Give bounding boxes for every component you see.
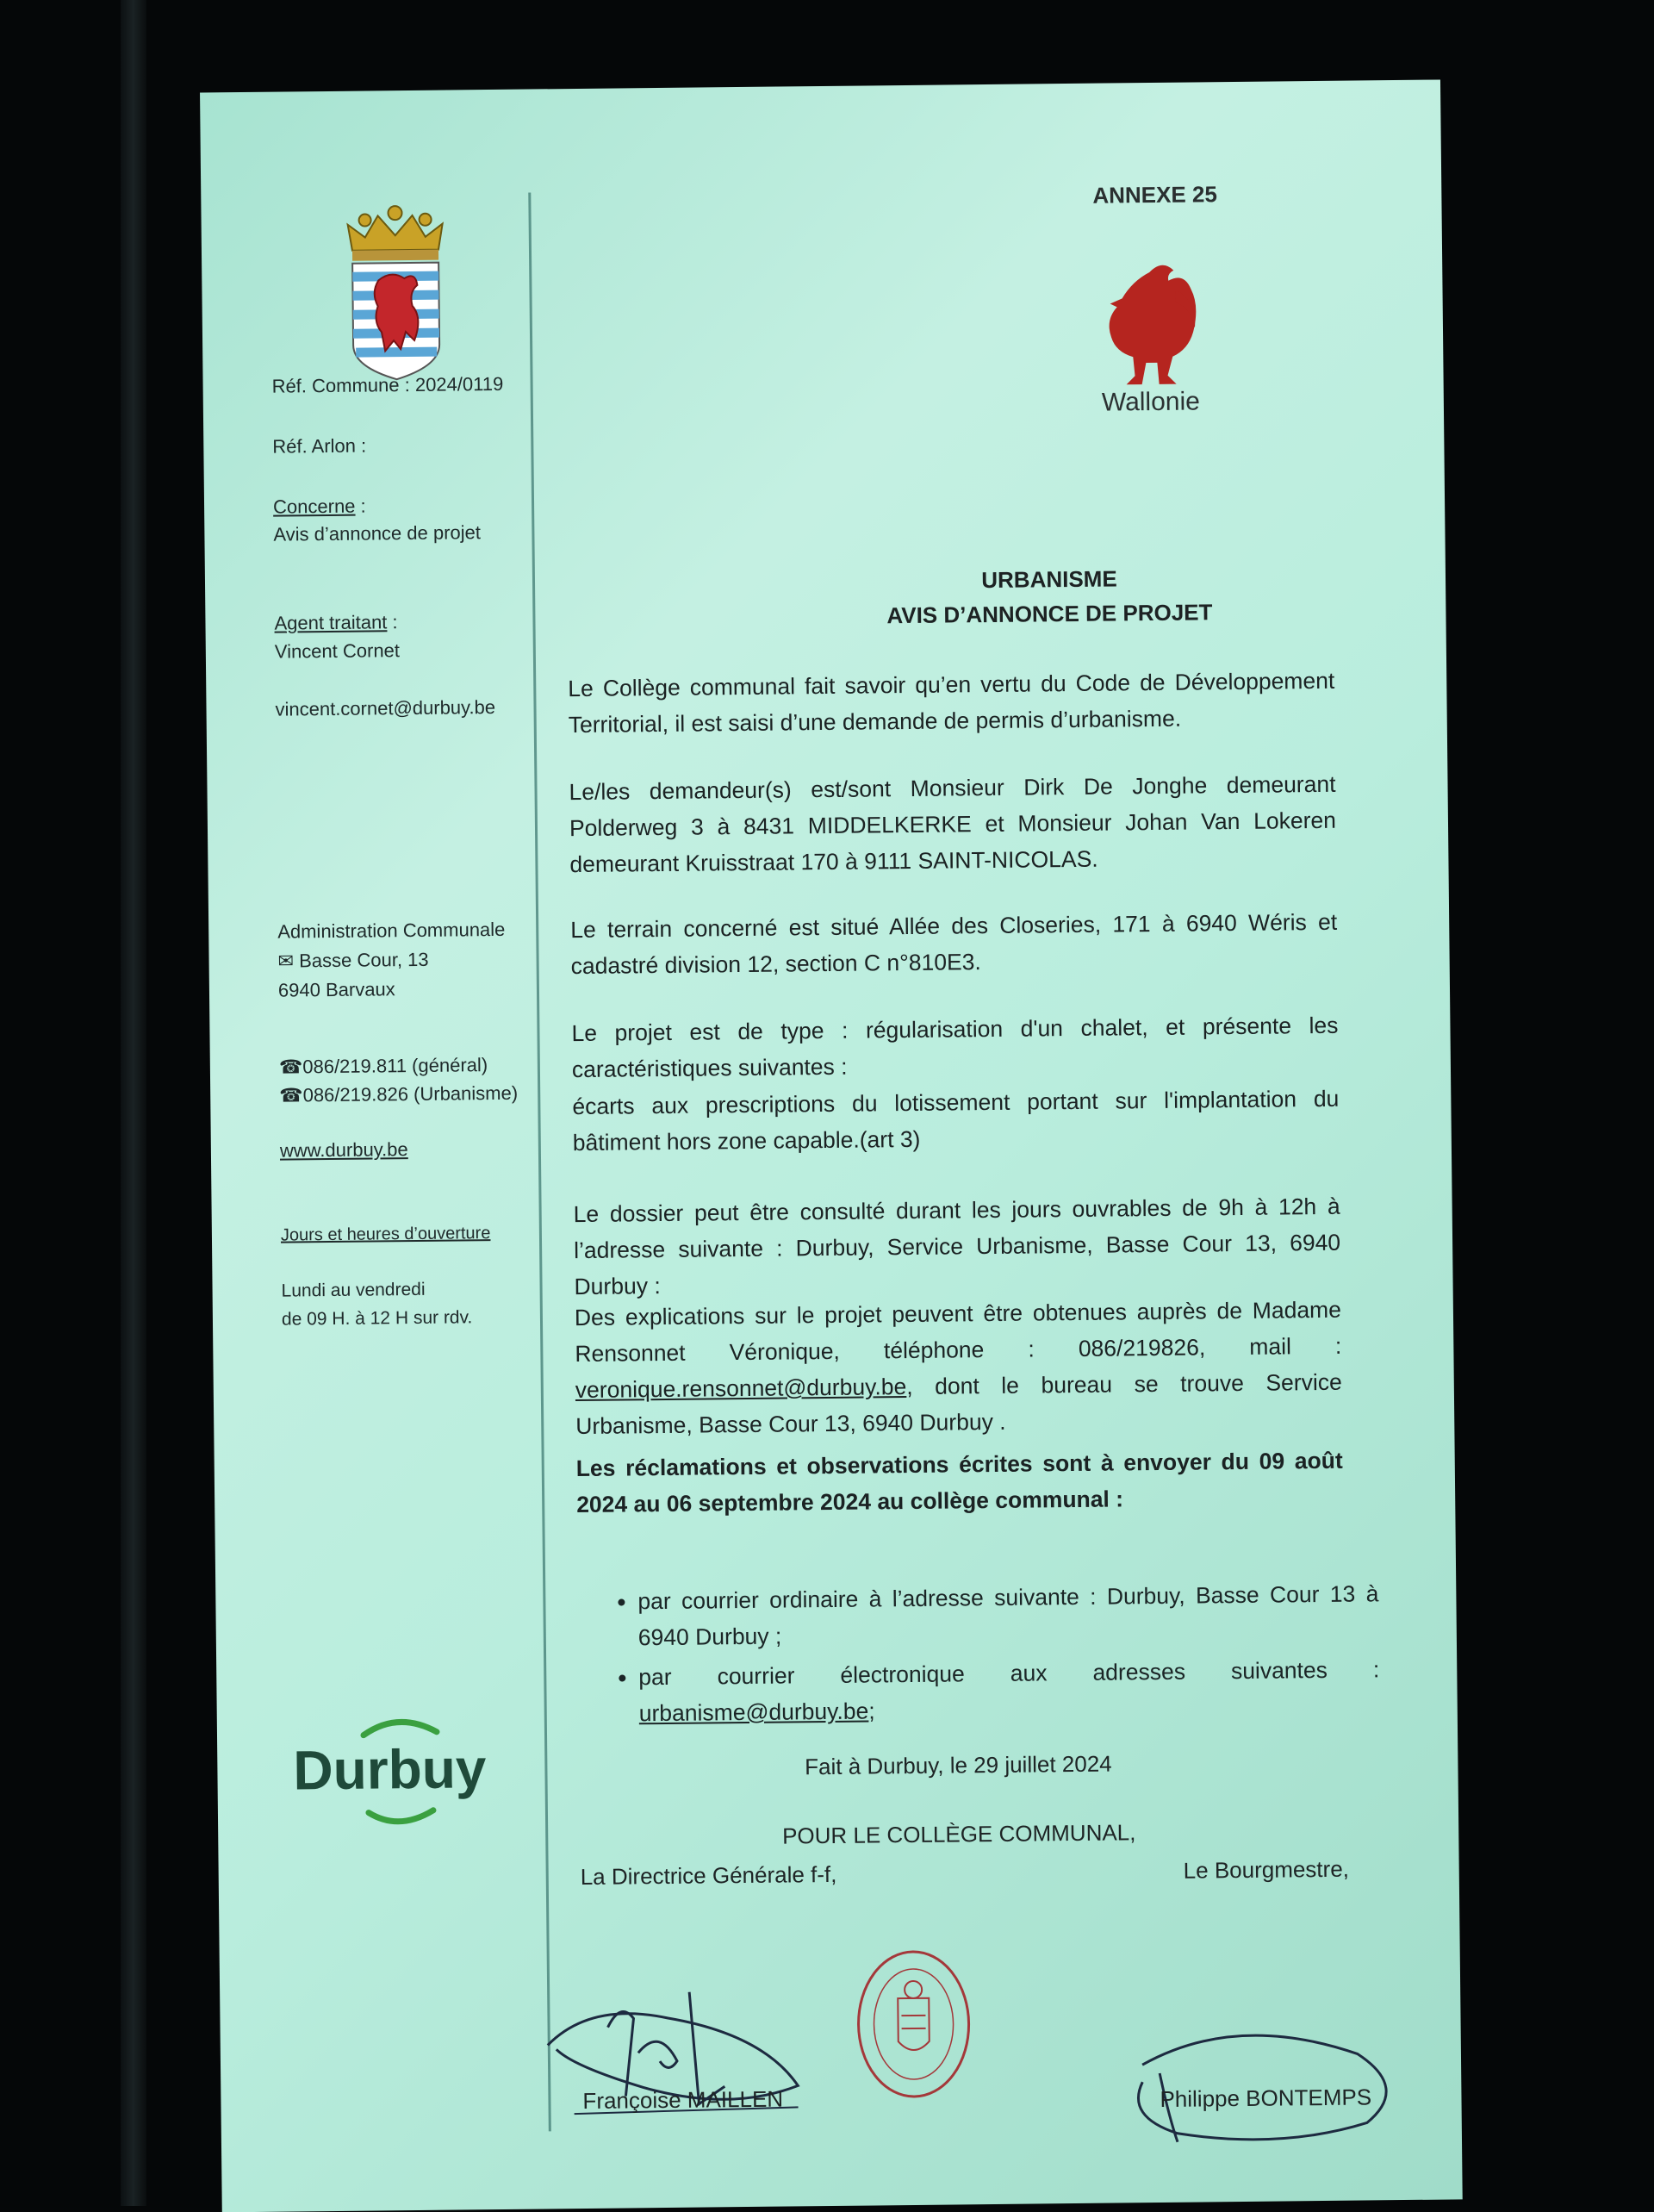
phone-general: 086/219.811 (général) xyxy=(302,1054,488,1078)
admin-street: Basse Cour, 13 xyxy=(299,948,429,972)
urbanisme-email-link[interactable]: urbanisme@durbuy.be xyxy=(638,1698,869,1727)
ref-arlon: Réf. Arlon : xyxy=(272,434,367,458)
concerne-colon: : xyxy=(355,495,366,517)
envelope-icon: ✉ xyxy=(277,950,300,972)
phone-urbanisme: 086/219.826 (Urbanisme) xyxy=(302,1081,519,1106)
annexe-label: ANNEXE 25 xyxy=(1092,181,1217,209)
durbuy-logo-text: Durbuy xyxy=(293,1737,487,1802)
hours-line-2: de 09 H. à 12 H sur rdv. xyxy=(281,1307,473,1330)
hours-line-1: Lundi au vendredi xyxy=(281,1279,426,1301)
paragraph-applicants: Le/les demandeur(s) est/sont Monsieur Dirk De Jonghe demeurant Polderweg 3 à 8431 MIDDELKERKE et Monsieur Johan Van Lokeren demeurant Kruisstraat 170 à 9111 SAINT-NICOLAS. xyxy=(569,770,1337,878)
website-link[interactable]: www.durbuy.be xyxy=(279,1138,408,1162)
hours-title: Jours et heures d’ouverture xyxy=(280,1224,491,1245)
list-item-postal: • par courrier ordinaire à l’adresse suivante : Durbuy, Basse Cour 13 à 6940 Durbuy ; xyxy=(637,1575,1379,1655)
right-signatory-role: Le Bourgmestre, xyxy=(1183,1855,1350,1884)
municipal-stamp xyxy=(853,1946,975,2102)
wallonie-rooster-logo xyxy=(1089,254,1211,419)
notice-sheet xyxy=(200,79,1463,2212)
paragraph-explanations xyxy=(575,1292,1343,1444)
concerne-label xyxy=(273,492,366,522)
right-signatory-name: Philippe BONTEMPS xyxy=(1160,2084,1372,2112)
contact-email-link[interactable]: veronique.rensonnet@durbuy.be xyxy=(575,1374,907,1404)
ref-commune: Réf. Commune : 2024/0119 xyxy=(271,372,504,397)
email-mode-text: par courrier électronique aux adresses suivantes : xyxy=(638,1656,1380,1691)
concerne-label-text: Concerne xyxy=(272,495,356,518)
left-signatory-role: La Directrice Générale f-f, xyxy=(580,1860,837,1891)
notice-subtitle: AVIS D’ANNONCE DE PROJET xyxy=(886,599,1213,629)
paragraph-claims: Les réclamations et observations écrites sont à envoyer du 09 août 2024 au 06 septembre 2024 au collège communal : xyxy=(575,1447,1343,1518)
agent-label xyxy=(274,608,397,638)
paragraph-project-details: écarts aux prescriptions du lotissement portant sur l'implantation du bâtiment hors zone capable.(art 3) xyxy=(572,1085,1340,1156)
explanations-text-end: , dont le bureau se trouve Service Urbanisme, Basse Cour 13, 6940 Durbuy . xyxy=(575,1368,1342,1440)
list-item-email xyxy=(638,1651,1380,1731)
wallonie-label: Wallonie xyxy=(1101,387,1200,417)
signature-maillen xyxy=(538,1965,816,2140)
paragraph-consultation: Le dossier peut être consulté durant les jours ouvrables de 9h à 12h à l’adresse suivante : Durbuy, Service Urbanisme, Basse Cour 13, 6940 Durbuy : xyxy=(573,1193,1341,1300)
phone-icon: ☎ xyxy=(278,1056,303,1078)
paragraph-land: Le terrain concerné est situé Allée des Closeries, 171 à 6940 Wéris et cadastré division 12, section C n°810E3. xyxy=(570,908,1338,980)
left-signatory-name: Françoise MAILLEN xyxy=(582,2085,784,2115)
notice-title: URBANISME xyxy=(981,565,1117,594)
agent-email[interactable]: vincent.cornet@durbuy.be xyxy=(275,695,496,720)
submission-modes-list xyxy=(603,1575,1380,1735)
agent-colon: : xyxy=(387,611,398,633)
agent-name: Vincent Cornet xyxy=(274,639,401,663)
frame-edge xyxy=(121,0,146,2206)
admin-title: Administration Communale xyxy=(277,918,506,943)
phone-icon: ☎ xyxy=(279,1084,303,1106)
phone-urbanisme-line xyxy=(279,1079,518,1111)
column-divider xyxy=(528,193,551,2132)
admin-address xyxy=(277,945,428,976)
admin-city: 6940 Barvaux xyxy=(277,978,395,1001)
for-college: POUR LE COLLÈGE COMMUNAL, xyxy=(781,1819,1136,1849)
paragraph-intro: Le Collège communal fait savoir qu’en vertu du Code de Développement Territorial, il est saisi d’une demande de permis d’urbanisme. xyxy=(568,667,1335,738)
concerne-value: Avis d’annonce de projet xyxy=(273,521,482,545)
paragraph-project-type: Le projet est de type : régularisation d'un chalet, et présente les caractéristiques suivantes : xyxy=(571,1012,1339,1083)
durbuy-logo xyxy=(286,1701,512,1850)
agent-label-text: Agent traitant xyxy=(274,611,388,634)
email-mode-end: ; xyxy=(868,1698,875,1724)
phone-general-line xyxy=(279,1050,488,1082)
explanations-text: Des explications sur le projet peuvent être obtenues auprès de Madame Rensonnet Véronique, téléphone : 086/219826, mail : xyxy=(574,1296,1342,1368)
place-date: Fait à Durbuy, le 29 juillet 2024 xyxy=(805,1750,1112,1780)
durbuy-coat-of-arms-icon xyxy=(339,202,452,383)
